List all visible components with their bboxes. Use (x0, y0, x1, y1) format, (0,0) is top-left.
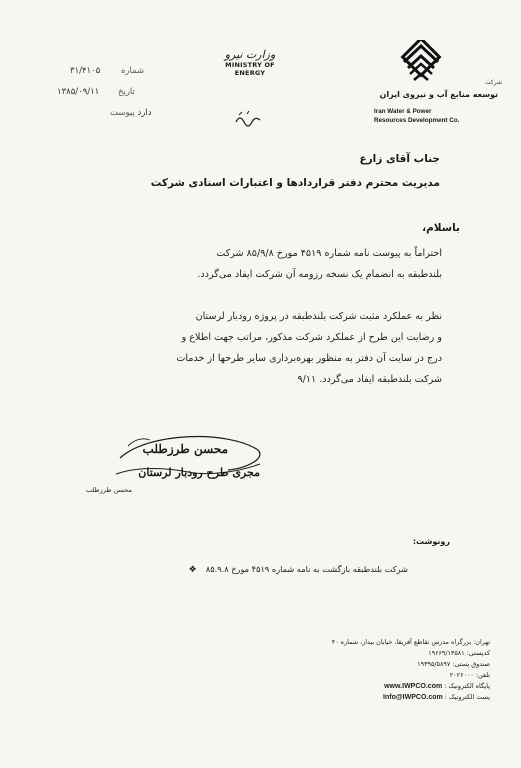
company-name-fa: توسعه منابع آب و نیروی ایران (379, 90, 498, 99)
attachment-label: پیوست (110, 108, 135, 118)
ministry-seal-mark (233, 110, 263, 128)
recipient-name: جناب آقای زارع (359, 153, 440, 165)
paragraph-2-line-1: نظر به عملکرد مثبت شرکت بلندطبقه در پروژه رودبار لرستان (195, 311, 442, 322)
company-logo-icon (394, 40, 442, 88)
footer-email-label: پست الکترونیک : (444, 693, 490, 701)
footer-po-box: صندوق پستی: ۱۹۳۹۵/۵۸۹۷ (417, 660, 490, 668)
signer-name: محسن طرزطلب (142, 442, 228, 456)
company-tag: شرکت (484, 79, 502, 86)
footer-contact (300, 637, 490, 703)
paragraph-2-line-3: درج در سایت آن دفتر به منظور بهره‌برداری سایر طرحها از خدمات (176, 353, 442, 364)
cc-item (140, 557, 408, 576)
footer-email-row (300, 692, 490, 703)
signer-small-note: محسن طرزطلب (85, 486, 132, 494)
diamond-bullet-icon: ❖ (188, 565, 197, 575)
footer-website-label: پایگاه الکترونیک : (444, 682, 490, 690)
attachment-row (88, 108, 152, 118)
signature-scribble-icon (108, 428, 268, 498)
date-row (57, 87, 135, 97)
paragraph-1-line-2: بلندطبقه به انضمام یک نسخه رزومه آن شرکت ایفاد می‌گردد. (197, 269, 442, 280)
ref-number-value: ۳۱/۴۱۰۵ (70, 66, 101, 76)
date-value: ۱۳۸۵/۰۹/۱۱ (57, 87, 100, 97)
footer-website-link[interactable]: www.IWPCO.com (384, 683, 443, 690)
paragraph-1 (100, 243, 442, 285)
recipient-department: مدیریت محترم دفتر قراردادها و اعتبارات اسنادی شرکت (150, 177, 440, 189)
company-name-en-2: Resources Development Co. (374, 117, 460, 124)
ministry-name-fa: وزارت نیرو (224, 48, 276, 61)
attachment-value: دارد (137, 108, 152, 118)
signer-title: مجری طرح رودبار لرستان (138, 466, 260, 479)
ref-number-label: شماره (120, 66, 145, 76)
footer-website-row (300, 681, 490, 692)
paragraph-2 (100, 306, 442, 390)
date-label: تاریخ (117, 87, 135, 97)
ministry-name-en-2: ENERGY (234, 69, 266, 77)
paragraph-2-line-2: و رضایت این طرح از عملکرد شرکت مذکور، مراتب جهت اطلاع و (181, 332, 442, 343)
greeting: باسلام، (422, 222, 460, 234)
company-name-en-1: Iran Water & Power (374, 108, 432, 115)
footer-email-link[interactable]: Info@IWPCO.com (383, 694, 443, 701)
paragraph-1-line-1: احتراماً به پیوست نامه شماره ۴۵۱۹ مورخ ۸۵/۹/۸ شرکت (216, 248, 442, 259)
ministry-name-en-1: MINISTRY OF (225, 61, 275, 69)
footer-phone: تلفن: ۲۰۲۶۰۰۰ (449, 671, 490, 679)
footer-address: تهران: بزرگراه مدرس تقاطع آفریقا، خیابان بیدار، شماره ۴۰ (331, 638, 490, 646)
ministry-emblem (214, 48, 286, 77)
cc-label: رونوشت: (412, 537, 450, 546)
cc-line-1: شرکت بلندطبقه بازگشت به نامه شماره ۴۵۱۹ مورخ ۸۵.۹.۸ (205, 564, 408, 574)
ref-number-row (70, 66, 144, 76)
paragraph-2-line-4: شرکت بلندطبقه ایفاد می‌گردد. ۹/۱۱ (297, 374, 442, 385)
footer-postal-code: کدپستی: ۱۹۶۶۹/۱۳۵۸۱ (428, 649, 490, 657)
